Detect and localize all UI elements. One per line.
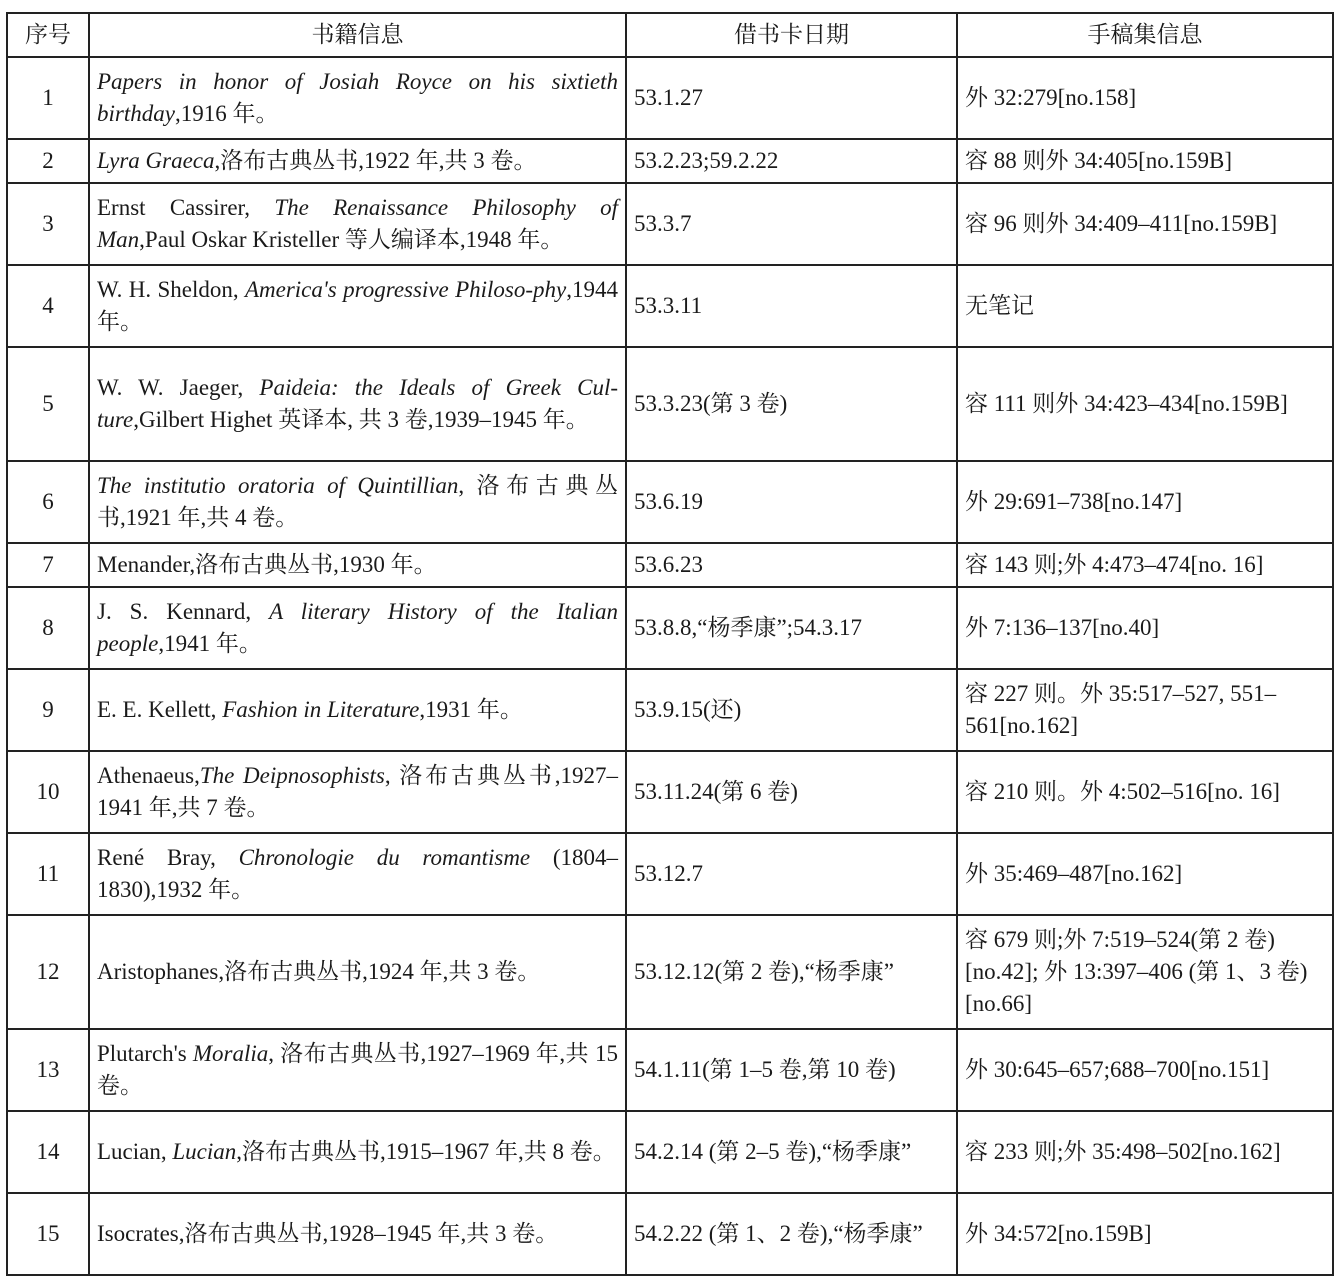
book-info-cell <box>89 1029 626 1111</box>
table-row <box>7 915 1333 1029</box>
table-row <box>7 183 1333 265</box>
book-info-cell <box>89 183 626 265</box>
table-row <box>7 1029 1333 1111</box>
manuscript-info-cell: 容 679 则;外 7:519–524(第 2 卷)[no.42]; 外 13:397–406 (第 1、3 卷)[no.66] <box>957 915 1333 1029</box>
book-detail: , 洛布古典丛书,1927–1941 年,共 7 卷。 <box>97 763 619 820</box>
manuscript-info-cell: 外 30:645–657;688–700[no.151] <box>957 1029 1333 1111</box>
table-row <box>7 461 1333 543</box>
table-row <box>7 669 1333 751</box>
card-date-cell: 54.2.22 (第 1、2 卷),“杨季康” <box>626 1193 957 1275</box>
card-date-cell: 54.2.14 (第 2–5 卷),“杨季康” <box>626 1111 957 1193</box>
card-date-cell: 53.6.23 <box>626 543 957 587</box>
manuscript-info-cell: 外 35:469–487[no.162] <box>957 833 1333 915</box>
book-title: A literary History of the Italian people <box>97 599 618 656</box>
table-row <box>7 833 1333 915</box>
row-number: 11 <box>7 833 89 915</box>
book-detail: ,Gilbert Highet 英译本, 共 3 卷,1939–1945 年。 <box>133 407 589 432</box>
table-row <box>7 1193 1333 1275</box>
row-number: 14 <box>7 1111 89 1193</box>
manuscript-info-cell: 容 233 则;外 35:498–502[no.162] <box>957 1111 1333 1193</box>
book-info-cell <box>89 751 626 833</box>
manuscript-info-cell: 外 32:279[no.158] <box>957 57 1333 139</box>
book-info-cell <box>89 1193 626 1275</box>
book-detail: Athenaeus, <box>97 763 200 788</box>
book-detail: ,洛布古典丛书,1915–1967 年,共 8 卷。 <box>236 1139 616 1164</box>
book-info-cell <box>89 915 626 1029</box>
manuscript-info-cell: 外 29:691–738[no.147] <box>957 461 1333 543</box>
book-info-cell <box>89 347 626 461</box>
book-detail: ,1941 年。 <box>158 631 262 656</box>
row-number: 9 <box>7 669 89 751</box>
book-title: Fashion in Literature <box>222 697 420 722</box>
book-detail: (1804–1830),1932 年。 <box>97 845 618 902</box>
table-row <box>7 265 1333 347</box>
card-date-cell: 53.3.11 <box>626 265 957 347</box>
book-detail: René Bray, <box>97 845 239 870</box>
book-detail: Plutarch's <box>97 1041 193 1066</box>
book-info-cell <box>89 669 626 751</box>
book-detail: W. H. Sheldon, <box>97 277 245 302</box>
book-info-cell <box>89 587 626 669</box>
manuscript-info-cell: 容 143 则;外 4:473–474[no. 16] <box>957 543 1333 587</box>
manuscript-info-cell: 容 210 则。外 4:502–516[no. 16] <box>957 751 1333 833</box>
header-number: 序号 <box>7 13 89 57</box>
manuscript-info-cell: 外 34:572[no.159B] <box>957 1193 1333 1275</box>
book-detail: Ernst Cassirer, <box>97 195 275 220</box>
row-number: 12 <box>7 915 89 1029</box>
book-detail: ,1931 年。 <box>419 697 523 722</box>
book-info-cell <box>89 461 626 543</box>
card-date-cell: 53.6.19 <box>626 461 957 543</box>
row-number: 15 <box>7 1193 89 1275</box>
book-title: The Deipnosophists <box>199 763 385 788</box>
card-date-cell: 53.3.7 <box>626 183 957 265</box>
book-title: Lucian <box>172 1139 237 1164</box>
book-detail: ,Paul Oskar Kristeller 等人编译本,1948 年。 <box>139 227 564 252</box>
manuscript-info-cell: 容 227 则。外 35:517–527, 551–561[no.162] <box>957 669 1333 751</box>
book-detail: E. E. Kellett, <box>97 697 223 722</box>
book-detail: Aristophanes,洛布古典丛书,1924 年,共 3 卷。 <box>97 959 541 984</box>
book-detail: Isocrates,洛布古典丛书,1928–1945 年,共 3 卷。 <box>97 1221 559 1246</box>
manuscript-info-cell: 无笔记 <box>957 265 1333 347</box>
manuscript-info-cell: 容 111 则外 34:423–434[no.159B] <box>957 347 1333 461</box>
manuscript-info-cell: 容 88 则外 34:405[no.159B] <box>957 139 1333 183</box>
book-info-cell <box>89 265 626 347</box>
table-row <box>7 587 1333 669</box>
book-detail: ,1944 年。 <box>97 277 619 334</box>
book-detail: J. S. Kennard, <box>97 599 270 624</box>
book-info-cell <box>89 57 626 139</box>
card-date-cell: 53.2.23;59.2.22 <box>626 139 957 183</box>
book-info-cell <box>89 139 626 183</box>
book-title: America's progressive Philoso-phy <box>244 277 567 302</box>
row-number: 1 <box>7 57 89 139</box>
book-detail: ,1916 年。 <box>174 101 279 126</box>
card-date-cell: 53.9.15(还) <box>626 669 957 751</box>
row-number: 13 <box>7 1029 89 1111</box>
table-row <box>7 347 1333 461</box>
row-number: 7 <box>7 543 89 587</box>
header-row <box>7 13 1333 57</box>
row-number: 6 <box>7 461 89 543</box>
manuscript-info-cell: 容 96 则外 34:409–411[no.159B] <box>957 183 1333 265</box>
book-title: Papers in honor of Josiah Royce on his sixtieth birthday <box>97 69 618 126</box>
header-card-date: 借书卡日期 <box>626 13 957 57</box>
card-date-cell: 53.11.24(第 6 卷) <box>626 751 957 833</box>
book-title: Moralia <box>192 1041 269 1066</box>
row-number: 2 <box>7 139 89 183</box>
card-date-cell: 53.3.23(第 3 卷) <box>626 347 957 461</box>
book-title: Lyra Graeca <box>97 148 215 173</box>
table-row <box>7 751 1333 833</box>
book-info-cell <box>89 833 626 915</box>
header-manuscript-info: 手稿集信息 <box>957 13 1333 57</box>
card-date-cell: 53.1.27 <box>626 57 957 139</box>
card-date-cell: 53.8.8,“杨季康”;54.3.17 <box>626 587 957 669</box>
book-detail: , 洛布古典丛书,1927–1969 年,共 15 卷。 <box>97 1041 618 1098</box>
manuscript-info-cell: 外 7:136–137[no.40] <box>957 587 1333 669</box>
table-row <box>7 139 1333 183</box>
row-number: 3 <box>7 183 89 265</box>
table-row <box>7 1111 1333 1193</box>
card-date-cell: 53.12.7 <box>626 833 957 915</box>
book-title: The institutio oratoria of Quintillian <box>97 473 459 498</box>
card-date-cell: 53.12.12(第 2 卷),“杨季康” <box>626 915 957 1029</box>
book-detail: ,洛布古典丛书,1922 年,共 3 卷。 <box>214 148 537 173</box>
row-number: 8 <box>7 587 89 669</box>
card-date-cell: 54.1.11(第 1–5 卷,第 10 卷) <box>626 1029 957 1111</box>
row-number: 4 <box>7 265 89 347</box>
book-info-cell <box>89 543 626 587</box>
row-number: 5 <box>7 347 89 461</box>
book-title: The Renaissance Philosophy of Man <box>97 195 618 252</box>
row-number: 10 <box>7 751 89 833</box>
table-row <box>7 57 1333 139</box>
table-row <box>7 543 1333 587</box>
book-detail: Lucian, <box>97 1139 173 1164</box>
book-detail: Menander,洛布古典丛书,1930 年。 <box>97 552 437 577</box>
header-book-info: 书籍信息 <box>89 13 626 57</box>
book-title: Chronologie du romantisme <box>238 845 531 870</box>
book-info-cell <box>89 1111 626 1193</box>
book-detail: , 洛布古典丛书,1921 年,共 4 卷。 <box>97 473 618 530</box>
book-title: Paideia: the Ideals of Greek Cul-ture <box>97 375 618 432</box>
book-loan-table <box>6 12 1334 1276</box>
book-detail: W. W. Jaeger, <box>97 375 260 400</box>
